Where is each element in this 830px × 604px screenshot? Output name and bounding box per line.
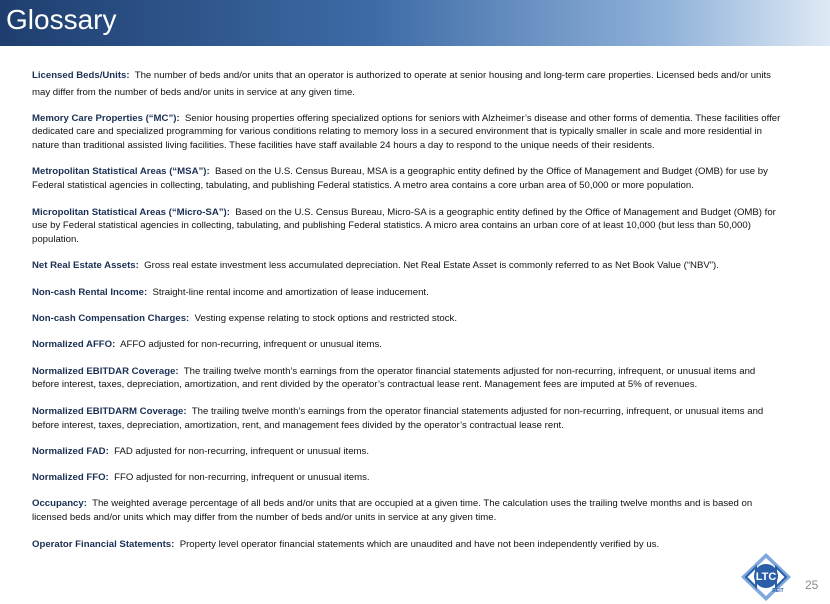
glossary-term: Normalized AFFO: [32,339,116,351]
slide-header [0,0,830,46]
glossary-entry [32,338,784,352]
glossary-term: Micropolitan Statistical Areas (“Micro-SA”): [32,206,230,218]
glossary-entry [32,312,784,326]
glossary-entry [32,538,784,552]
page-number: 25 [805,578,819,592]
glossary-entry [32,206,784,247]
ltc-reit-logo [734,552,798,602]
glossary-entry [32,112,784,153]
glossary-term: Operator Financial Statements: [32,538,175,550]
glossary-definition: Straight-line rental income and amortization of lease inducement. [152,286,429,298]
glossary-term: Normalized FAD: [32,445,109,457]
glossary-entry [32,497,784,525]
glossary-entry [32,68,784,102]
glossary-definition: Based on the U.S. Census Bureau, MSA is a geographic entity defined by the Office of Management and Budget (OMB) for use by Federal statistical agencies in collecting, tabulating, and publishing Federal statistics. A metro area contains a core urban area of 50,000 or more population. [32,166,768,192]
glossary-entry [32,259,784,273]
glossary-term: Net Real Estate Assets: [32,260,139,272]
glossary-definition: AFFO adjusted for non-recurring, infrequent or unusual items. [120,339,382,351]
glossary-term: Normalized FFO: [32,472,109,484]
glossary-definition: Gross real estate investment less accumulated depreciation. Net Real Estate Asset is commonly referred to as Net Book Value (“NBV”). [144,260,719,272]
glossary-term: Non-cash Rental Income: [32,286,148,298]
glossary-definition: Based on the U.S. Census Bureau, Micro-SA is a geographic entity defined by the Office of Management and Budget (OMB) for use by Federal statistical agencies in collecting, tabulating, and publishing Federal statistics. A micro area contains an urban core of at least 10,000 (but less than 50,000) population. [32,206,776,246]
glossary-term: Occupancy: [32,498,87,510]
glossary-definition: The trailing twelve month’s earnings from the operator financial statements adjusted for non-recurring, infrequent, or unusual items and before interest, taxes, depreciation, amortization, and rent divided by the operator’s contractual lease rent. Management fees are imputed at 5% of revenues. [32,365,756,391]
glossary-entry [32,286,784,300]
logo-text: LTC [755,571,777,583]
glossary-definition: FFO adjusted for non-recurring, infrequent or unusual items. [114,472,370,484]
glossary-term: Metropolitan Statistical Areas (“MSA”): [32,166,210,178]
page-title: Glossary [6,4,117,35]
glossary-entry [32,365,784,393]
logo-subtext: REIT [772,588,784,594]
glossary-definition: The number of beds and/or units that an operator is authorized to operate at senior housing and long-term care properties. Licensed beds and/or units may differ from the number of beds and/or units in service at any given time. [32,70,771,98]
glossary-definition: The trailing twelve month’s earnings from the operator financial statements adjusted for non-recurring, infrequent, or unusual items and before interest, taxes, depreciation, amortization, rent, and management fees divided by the operator’s contractual lease rent. [32,405,764,431]
glossary-list [32,68,784,564]
glossary-definition: Senior housing properties offering specialized options for seniors with Alzheimer’s disease and other forms of dementia. These facilities offer dedicated care and specialized programming for various conditions relating to memory loss in a secured environment that is typically smaller in scale and more residential in nature than traditional assisted living facilities. These facilities have staff available 24 hours a day to respond to the unique needs of their residents. [32,112,781,152]
glossary-definition: Vesting expense relating to stock options and restricted stock. [194,313,457,325]
glossary-entry [32,471,784,485]
glossary-definition: The weighted average percentage of all beds and/or units that are occupied at a given time. The calculation uses the trailing twelve months and is based on licensed beds and/or units which may differ from the number of beds and/or units in service at any given time. [32,498,753,524]
glossary-definition: FAD adjusted for non-recurring, infrequent or unusual items. [114,445,370,457]
glossary-term: Memory Care Properties (“MC”): [32,112,180,124]
glossary-term: Normalized EBITDAR Coverage: [32,365,179,377]
glossary-term: Licensed Beds/Units: [32,70,130,81]
glossary-entry [32,165,784,193]
glossary-term: Normalized EBITDARM Coverage: [32,405,187,417]
glossary-entry [32,445,784,459]
glossary-term: Non-cash Compensation Charges: [32,313,190,325]
glossary-entry [32,405,784,433]
glossary-definition: Property level operator financial statements which are unaudited and have not been independently verified by us. [179,538,660,550]
